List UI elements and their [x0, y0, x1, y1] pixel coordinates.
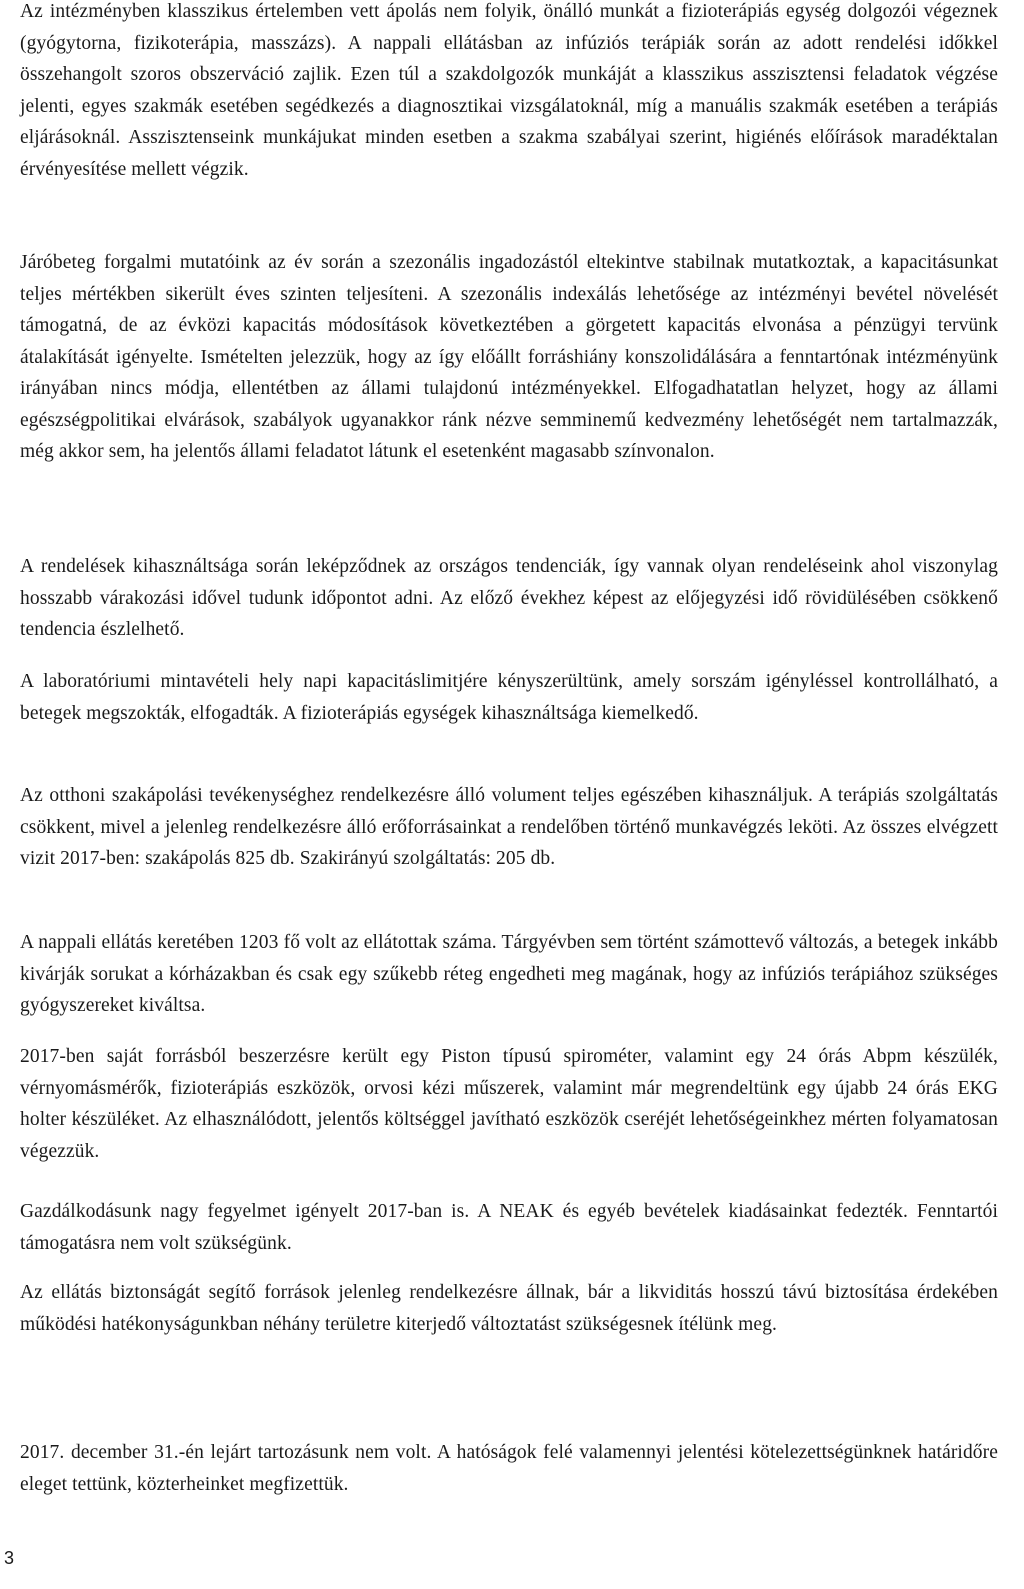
paragraph-outpatient-traffic: Járóbeteg forgalmi mutatóink az év során a szezonális ingadozástól eltekintve stabilnak mutatkoztak, a kapacitásunkat teljes mértékben sikerült éves szinten teljesíteni. A szezonális indexálás lehetősége az intézményi bevétel növelését támogatná, de az évközi kapacitás módosítások következtében a görgetett kapacitás elvonása a pénzügyi tervünk átalakítását igényelte. Ismételten jelezzük, hogy az így előállt forráshiány konszolidálására a fenntartónak intézményünk irányában nincs módja, ellentétben az állami tulajdonú intézményekkel. Elfogadhatatlan helyzet, hogy az állami egészségpolitikai elvárások, szabályok ugyanakkor ránk nézve semminemű kedvezmény lehetőségét nem tartalmazzák, még akkor sem, ha jelentős állami feladatot látunk el esetenként magasabb színvonalon.: [20, 252, 998, 463]
paragraph-liabilities: 2017. december 31.-én lejárt tartozásunk nem volt. A hatóságok felé valamennyi jelentési kötelezettségünknek határidőre eleget tettünk, közterheinket megfizettük.: [20, 1442, 998, 1495]
paragraph-nursing: Az intézményben klasszikus értelemben vett ápolás nem folyik, önálló munkát a fizioterápiás egység dolgozói végeznek (gyógytorna, fizikoterápia, masszázs). A nappali ellátásban az infúziós terápiák során az adott rendelési időkkel összehangolt szoros obszerváció zajlik. Ezen túl a szakdolgozók munkáját a klasszikus asszisztensi feladatok végzése jelenti, egyes szakmák esetében segédkezés a diagnosztikai vizsgálatoknál, míg a manuális szakmák esetében a terápiás eljárásoknál. Asszisztenseink munkájukat minden esetben a szakma szabályai szerint, higiénés előírások maradéktalan érvényesítése mellett végzik.: [20, 1, 998, 180]
paragraph-procurement: 2017-ben saját forrásból beszerzésre került egy Piston típusú spirométer, valamint egy 24 órás Abpm készülék, vérnyomásmérők, fizioterápiás eszközök, orvosi kézi műszerek, valamint már megrendeltünk egy újabb 24 órás EKG holter készüléket. Az elhasználódott, jelentős költséggel javítható eszközök cseréjét lehetőségeinkhez mérten folyamatosan végezzük.: [20, 1046, 998, 1162]
paragraph-finances: Gazdálkodásunk nagy fegyelmet igényelt 2017-ban is. A NEAK és egyéb bevételek kiadásainkat fedezték. Fenntartói támogatásra nem volt szükségünk.: [20, 1201, 998, 1254]
paragraph-home-care: Az otthoni szakápolási tevékenységhez rendelkezésre álló volument teljes egészében kihasználjuk. A terápiás szolgáltatás csökkent, mivel a jelenleg rendelkezésre álló erőforrásainkat a rendelőben történő munkavégzés leköti. Az összes elvégzett vizit 2017-ben: szakápolás 825 db. Szakirányú szolgáltatás: 205 db.: [20, 785, 998, 870]
paragraph-day-care: A nappali ellátás keretében 1203 fő volt az ellátottak száma. Tárgyévben sem történt számottevő változás, a betegek inkább kivárják sorukat a kórházakban és csak egy szűkebb réteg engedheti meg magának, hogy az infúziós terápiához szükséges gyógyszereket kiváltsa.: [20, 932, 998, 1017]
paragraph-security: Az ellátás biztonságát segítő források jelenleg rendelkezésre állnak, bár a likviditás hosszú távú biztosítása érdekében működési hatékonyságunkban néhány területre kiterjedő változtatást szükségesnek ítélünk meg.: [20, 1282, 998, 1335]
page-number: 3: [4, 1548, 15, 1568]
paragraph-utilization: A rendelések kihasználtsága során leképződnek az országos tendenciák, így vannak olyan rendeléseink ahol viszonylag hosszabb várakozási idővel tudunk időpontot adni. Az előző évekhez képest az előjegyzési idő rövidülésében csökkenő tendencia észlelhető.: [20, 556, 998, 641]
paragraph-laboratory: A laboratóriumi mintavételi hely napi kapacitáslimitjére kényszerültünk, amely sorszám igényléssel kontrollálható, a betegek megszokták, elfogadták. A fizioterápiás egységek kihasználtsága kiemelkedő.: [20, 671, 998, 724]
